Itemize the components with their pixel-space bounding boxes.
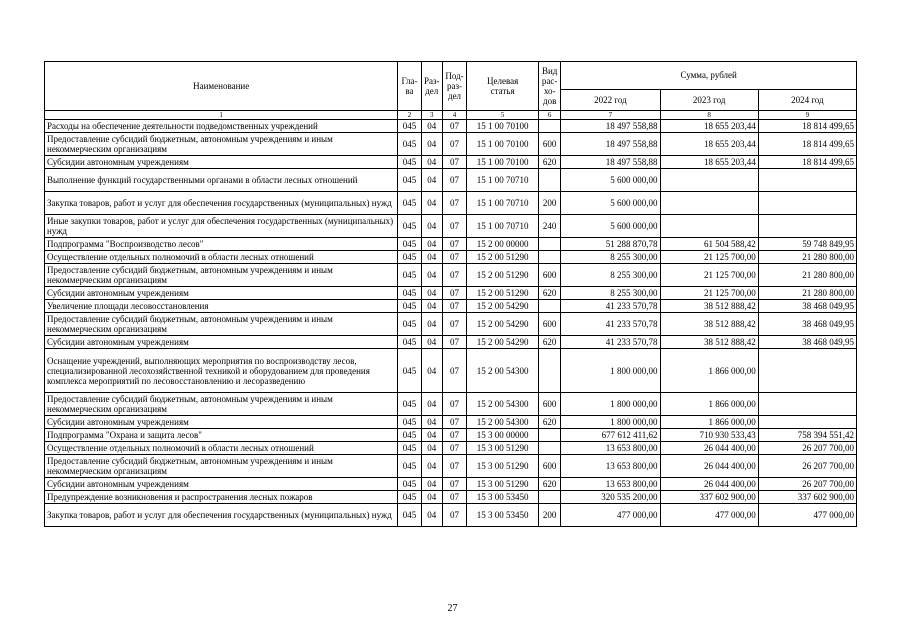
table-row [45,478,857,491]
row-sum-2023: 26 044 400,00 [660,442,758,455]
row-razdel: 04 [421,287,442,300]
row-name: Подпрограмма "Воспроизводство лесов" [45,238,398,251]
row-razdel: 04 [421,300,442,313]
row-name: Предоставление субсидий бюджетным, автономным учреждениям и иным некоммерческим организациям [45,264,398,287]
row-sum-2024: 59 748 849,95 [758,238,856,251]
row-sum-2022: 51 288 870,78 [561,238,660,251]
col-number: 5 [467,111,539,120]
row-razdel: 04 [421,169,442,192]
col-number: 9 [758,111,856,120]
col-number: 1 [45,111,398,120]
row-sum-2023: 38 512 888,42 [660,336,758,349]
row-celevaya-statya: 15 1 00 70710 [467,215,539,238]
row-name: Субсидии автономным учреждениям [45,336,398,349]
row-celevaya-statya: 15 3 00 53450 [467,504,539,527]
header-vid-text: Вид рас- хо- дов [541,66,558,106]
row-name: Предоставление субсидий бюджетным, автономным учреждениям и иным некоммерческим организациям [45,455,398,478]
row-vid-rashodov: 200 [539,504,561,527]
table-body [45,120,857,527]
page-number: 27 [447,603,458,614]
row-name: Увеличение площади лесовосстановления [45,300,398,313]
row-glava: 045 [398,442,421,455]
row-celevaya-statya: 15 3 00 51290 [467,478,539,491]
col-number: 6 [539,111,561,120]
row-vid-rashodov [539,300,561,313]
row-celevaya-statya: 15 3 00 51290 [467,442,539,455]
row-celevaya-statya: 15 2 00 54300 [467,393,539,416]
row-vid-rashodov: 620 [539,156,561,169]
header-glava [398,62,421,111]
row-glava: 045 [398,429,421,442]
row-podrazdel: 07 [442,491,466,504]
row-vid-rashodov: 620 [539,336,561,349]
table-row [45,504,857,527]
row-sum-2022: 5 600 000,00 [561,192,660,215]
row-name: Предупреждение возникновения и распространения лесных пожаров [45,491,398,504]
row-sum-2022: 13 653 800,00 [561,442,660,455]
row-celevaya-statya: 15 2 00 54290 [467,336,539,349]
row-celevaya-statya: 15 3 00 00000 [467,429,539,442]
header-name: Наименование [45,62,398,111]
row-podrazdel: 07 [442,442,466,455]
table-row [45,313,857,336]
row-podrazdel: 07 [442,300,466,313]
row-vid-rashodov [539,442,561,455]
row-sum-2023: 21 125 700,00 [660,251,758,264]
row-name: Закупка товаров, работ и услуг для обеспечения государственных (муниципальных) нужд [45,192,398,215]
column-number-row [45,111,857,120]
row-name: Осуществление отдельных полномочий в области лесных отношений [45,442,398,455]
row-glava: 045 [398,349,421,393]
row-razdel: 04 [421,264,442,287]
table-row [45,133,857,156]
row-glava: 045 [398,313,421,336]
row-sum-2022: 8 255 300,00 [561,287,660,300]
header-razdel-text: Раз- дел [423,76,440,96]
row-razdel: 04 [421,429,442,442]
row-celevaya-statya: 15 2 00 51290 [467,287,539,300]
row-podrazdel: 07 [442,192,466,215]
row-razdel: 04 [421,491,442,504]
row-vid-rashodov: 240 [539,215,561,238]
row-sum-2024: 18 814 499,65 [758,120,856,133]
row-vid-rashodov: 600 [539,313,561,336]
row-glava: 045 [398,336,421,349]
row-name: Предоставление субсидий бюджетным, автономным учреждениям и иным некоммерческим организациям [45,393,398,416]
row-sum-2024: 18 814 499,65 [758,156,856,169]
row-sum-2024 [758,416,856,429]
row-podrazdel: 07 [442,120,466,133]
row-glava: 045 [398,491,421,504]
row-vid-rashodov: 600 [539,455,561,478]
row-razdel: 04 [421,120,442,133]
row-podrazdel: 07 [442,455,466,478]
row-razdel: 04 [421,192,442,215]
row-celevaya-statya: 15 1 00 70710 [467,192,539,215]
row-name: Субсидии автономным учреждениям [45,287,398,300]
row-sum-2024: 26 207 700,00 [758,455,856,478]
row-celevaya-statya: 15 2 00 51290 [467,264,539,287]
row-sum-2022: 13 653 800,00 [561,478,660,491]
row-sum-2024: 21 280 800,00 [758,287,856,300]
budget-table [44,61,857,527]
row-vid-rashodov [539,120,561,133]
row-glava: 045 [398,287,421,300]
row-razdel: 04 [421,349,442,393]
header-year-2022: 2022 год [561,89,660,110]
row-name: Подпрограмма "Охрана и защита лесов" [45,429,398,442]
row-sum-2022: 18 497 558,88 [561,120,660,133]
row-sum-2022: 41 233 570,78 [561,313,660,336]
row-sum-2024 [758,215,856,238]
row-razdel: 04 [421,442,442,455]
row-sum-2023: 21 125 700,00 [660,287,758,300]
row-razdel: 04 [421,215,442,238]
row-razdel: 04 [421,393,442,416]
row-celevaya-statya: 15 2 00 54290 [467,300,539,313]
row-vid-rashodov: 620 [539,478,561,491]
row-podrazdel: 07 [442,416,466,429]
row-vid-rashodov: 600 [539,133,561,156]
row-podrazdel: 07 [442,251,466,264]
row-sum-2022: 477 000,00 [561,504,660,527]
header-razdel [421,62,442,111]
row-sum-2024: 26 207 700,00 [758,478,856,491]
row-celevaya-statya: 15 2 00 51290 [467,251,539,264]
row-sum-2024: 38 468 049,95 [758,300,856,313]
row-sum-2023: 61 504 588,42 [660,238,758,251]
row-name: Предоставление субсидий бюджетным, автономным учреждениям и иным некоммерческим организациям [45,313,398,336]
row-celevaya-statya: 15 2 00 54290 [467,313,539,336]
row-sum-2022: 13 653 800,00 [561,455,660,478]
row-glava: 045 [398,478,421,491]
row-sum-2022: 8 255 300,00 [561,264,660,287]
row-podrazdel: 07 [442,393,466,416]
row-sum-2023 [660,215,758,238]
table-row [45,442,857,455]
row-sum-2023: 477 000,00 [660,504,758,527]
header-celevaya-text: Целевая статья [486,76,519,96]
row-podrazdel: 07 [442,349,466,393]
row-glava: 045 [398,455,421,478]
header-year-2023: 2023 год [660,89,758,110]
row-celevaya-statya: 15 1 00 70710 [467,169,539,192]
row-podrazdel: 07 [442,264,466,287]
row-sum-2023: 18 655 203,44 [660,120,758,133]
row-name: Закупка товаров, работ и услуг для обеспечения государственных (муниципальных) нужд [45,504,398,527]
row-razdel: 04 [421,133,442,156]
row-sum-2022: 18 497 558,88 [561,133,660,156]
row-sum-2024 [758,349,856,393]
row-celevaya-statya: 15 2 00 00000 [467,238,539,251]
row-sum-2024: 477 000,00 [758,504,856,527]
header-podrazdel [442,62,466,111]
row-celevaya-statya: 15 1 00 70100 [467,133,539,156]
row-glava: 045 [398,238,421,251]
row-sum-2024 [758,169,856,192]
row-glava: 045 [398,120,421,133]
row-podrazdel: 07 [442,215,466,238]
row-celevaya-statya: 15 1 00 70100 [467,120,539,133]
col-number: 3 [421,111,442,120]
row-name: Расходы на обеспечение деятельности подведомственных учреждений [45,120,398,133]
table-row [45,429,857,442]
table-row [45,349,857,393]
table-row [45,287,857,300]
table-row [45,300,857,313]
row-podrazdel: 07 [442,156,466,169]
row-sum-2022: 5 600 000,00 [561,215,660,238]
table-row [45,251,857,264]
row-sum-2022: 41 233 570,78 [561,336,660,349]
row-razdel: 04 [421,504,442,527]
row-sum-2022: 1 800 000,00 [561,393,660,416]
row-celevaya-statya: 15 1 00 70100 [467,156,539,169]
row-glava: 045 [398,264,421,287]
row-podrazdel: 07 [442,169,466,192]
row-sum-2024: 26 207 700,00 [758,442,856,455]
row-glava: 045 [398,192,421,215]
table-row [45,215,857,238]
header-vid [539,62,561,111]
row-podrazdel: 07 [442,313,466,336]
row-vid-rashodov: 620 [539,416,561,429]
row-sum-2022: 18 497 558,88 [561,156,660,169]
col-number: 7 [561,111,660,120]
row-sum-2022: 677 612 411,62 [561,429,660,442]
row-podrazdel: 07 [442,429,466,442]
row-sum-2023 [660,192,758,215]
row-sum-2024: 21 280 800,00 [758,251,856,264]
row-sum-2024: 38 468 049,95 [758,336,856,349]
row-razdel: 04 [421,336,442,349]
table-row [45,455,857,478]
row-sum-2024: 21 280 800,00 [758,264,856,287]
row-name: Предоставление субсидий бюджетным, автономным учреждениям и иным некоммерческим организациям [45,133,398,156]
row-glava: 045 [398,393,421,416]
row-sum-2023: 38 512 888,42 [660,300,758,313]
table-row [45,393,857,416]
row-vid-rashodov: 600 [539,393,561,416]
table-row [45,238,857,251]
row-sum-2023: 1 866 000,00 [660,349,758,393]
row-name: Субсидии автономным учреждениям [45,156,398,169]
row-name: Субсидии автономным учреждениям [45,478,398,491]
row-sum-2022: 1 800 000,00 [561,416,660,429]
table-row [45,336,857,349]
table-row [45,264,857,287]
row-vid-rashodov [539,349,561,393]
row-sum-2023: 18 655 203,44 [660,156,758,169]
row-glava: 045 [398,169,421,192]
table-row [45,416,857,429]
row-sum-2023: 26 044 400,00 [660,455,758,478]
table-row [45,192,857,215]
row-sum-2024 [758,192,856,215]
row-glava: 045 [398,251,421,264]
row-sum-2023: 337 602 900,00 [660,491,758,504]
row-razdel: 04 [421,416,442,429]
row-razdel: 04 [421,313,442,336]
row-sum-2023: 18 655 203,44 [660,133,758,156]
row-sum-2024: 337 602 900,00 [758,491,856,504]
header-celevaya [467,62,539,111]
header-glava-text: Гла- ва [401,76,418,96]
row-sum-2024: 758 394 551,42 [758,429,856,442]
col-number: 8 [660,111,758,120]
row-razdel: 04 [421,238,442,251]
row-sum-2023: 1 866 000,00 [660,393,758,416]
col-number: 4 [442,111,466,120]
row-glava: 045 [398,215,421,238]
row-vid-rashodov: 200 [539,192,561,215]
row-sum-2022: 5 600 000,00 [561,169,660,192]
row-podrazdel: 07 [442,478,466,491]
row-celevaya-statya: 15 2 00 54300 [467,416,539,429]
row-celevaya-statya: 15 3 00 51290 [467,455,539,478]
row-vid-rashodov [539,238,561,251]
row-podrazdel: 07 [442,287,466,300]
row-vid-rashodov: 620 [539,287,561,300]
header-year-2024: 2024 год [758,89,856,110]
row-vid-rashodov [539,169,561,192]
row-razdel: 04 [421,478,442,491]
row-sum-2023: 26 044 400,00 [660,478,758,491]
row-sum-2022: 320 535 200,00 [561,491,660,504]
col-number: 2 [398,111,421,120]
row-sum-2023: 21 125 700,00 [660,264,758,287]
row-podrazdel: 07 [442,238,466,251]
table-row [45,156,857,169]
row-vid-rashodov [539,491,561,504]
row-sum-2022: 8 255 300,00 [561,251,660,264]
row-sum-2023: 1 866 000,00 [660,416,758,429]
row-name: Осуществление отдельных полномочий в области лесных отношений [45,251,398,264]
header-summa: Сумма, рублей [561,62,857,90]
row-sum-2022: 41 233 570,78 [561,300,660,313]
header-podrazdel-text: Под- раз- дел [445,71,464,101]
row-podrazdel: 07 [442,133,466,156]
row-sum-2024 [758,393,856,416]
row-name: Субсидии автономным учреждениям [45,416,398,429]
row-sum-2023 [660,169,758,192]
row-razdel: 04 [421,251,442,264]
row-glava: 045 [398,416,421,429]
row-vid-rashodov: 600 [539,264,561,287]
row-name: Иные закупки товаров, работ и услуг для обеспечения государственных (муниципальных) нужд [45,215,398,238]
row-celevaya-statya: 15 3 00 53450 [467,491,539,504]
row-name: Оснащение учреждений, выполняющих мероприятия по воспроизводству лесов, специализированной лесохозяйственной техникой и оборудованием для проведения комплекса мероприятий по лесовосстановлению и лесоразведению [45,349,398,393]
row-podrazdel: 07 [442,336,466,349]
table-row [45,491,857,504]
table-row [45,169,857,192]
row-podrazdel: 07 [442,504,466,527]
row-glava: 045 [398,133,421,156]
row-celevaya-statya: 15 2 00 54300 [467,349,539,393]
row-glava: 045 [398,156,421,169]
row-sum-2023: 38 512 888,42 [660,313,758,336]
row-vid-rashodov [539,251,561,264]
row-name: Выполнение функций государственными органами в области лесных отношений [45,169,398,192]
table-row [45,120,857,133]
row-glava: 045 [398,300,421,313]
row-sum-2024: 38 468 049,95 [758,313,856,336]
row-vid-rashodov [539,429,561,442]
row-sum-2022: 1 800 000,00 [561,349,660,393]
row-glava: 045 [398,504,421,527]
row-razdel: 04 [421,455,442,478]
row-sum-2023: 710 930 533,43 [660,429,758,442]
row-sum-2024: 18 814 499,65 [758,133,856,156]
row-razdel: 04 [421,156,442,169]
